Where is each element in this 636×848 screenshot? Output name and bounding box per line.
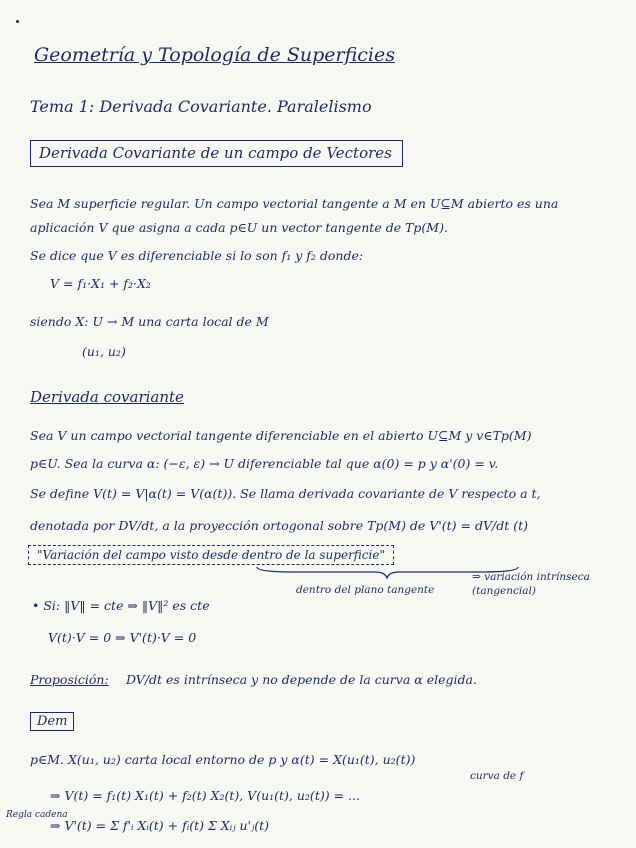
- text-line: siendo X: U → M una carta local de M: [30, 314, 269, 329]
- text-line: • Si: ‖V‖ = cte ⇒ ‖V‖² es cte: [32, 598, 210, 613]
- text-line: denotada por DV/dt, a la proyección ortogonal sobre Tp(M) de V'(t) = dV/dt (t): [30, 518, 528, 533]
- section-heading: Derivada covariante: [30, 388, 184, 406]
- section-title-box: Derivada Covariante de un campo de Vectores: [30, 140, 403, 167]
- text-line: Sea M superficie regular. Un campo vectorial tangente a M en U⊆M abierto es una: [30, 196, 559, 211]
- intrinsic-note: ⇒ variación intrínseca (tangencial): [472, 571, 590, 597]
- formula-line: V = f₁·X₁ + f₂·X₂: [50, 276, 151, 291]
- text-line: ⇒ V'(t) = Σ f'ᵢ Xᵢ(t) + fᵢ(t) Σ Xᵢⱼ u'ⱼ(t): [50, 818, 270, 833]
- text-line: V(t)·V = 0 ⇒ V'(t)·V = 0: [48, 630, 197, 645]
- text-line: (u₁, u₂): [82, 344, 126, 359]
- margin-note: Regla cadena: [6, 810, 68, 820]
- ink-dot: [16, 20, 19, 23]
- page-title: Geometría y Topología de Superficies: [34, 44, 395, 66]
- text-line: Se define V(t) = V|α(t) = V(α(t)). Se llama derivada covariante de V respecto a t,: [30, 486, 541, 501]
- quote-box: "Variación del campo visto desde dentro de la superficie": [28, 545, 394, 565]
- text-line: curva de f: [470, 770, 524, 782]
- topic-subtitle: Tema 1: Derivada Covariante. Paralelismo: [30, 97, 372, 116]
- proposition-label: Proposición:: [30, 672, 109, 687]
- text-line: Sea V un campo vectorial tangente diferenciable en el abierto U⊆M y v∈Tp(M): [30, 428, 532, 443]
- text-line: aplicación V que asigna a cada p∈U un vector tangente de Tp(M).: [30, 220, 448, 235]
- text-line: Se dice que V es diferenciable si lo son f₁ y f₂ donde:: [30, 248, 364, 263]
- proposition-text: DV/dt es intrínseca y no depende de la curva α elegida.: [126, 672, 477, 687]
- dem-box: Dem: [30, 712, 74, 731]
- text-line: p∈U. Sea la curva α: (−ε, ε) → U diferenciable tal que α(0) = p y α'(0) = v.: [30, 456, 499, 471]
- brace-label: dentro del plano tangente: [296, 584, 435, 596]
- text-line: p∈M. X(u₁, u₂) carta local entorno de p y α(t) = X(u₁(t), u₂(t)): [30, 752, 416, 767]
- text-line: ⇒ V(t) = f₁(t) X₁(t) + f₂(t) X₂(t), V(u₁(t), u₂(t)) = ...: [50, 788, 360, 803]
